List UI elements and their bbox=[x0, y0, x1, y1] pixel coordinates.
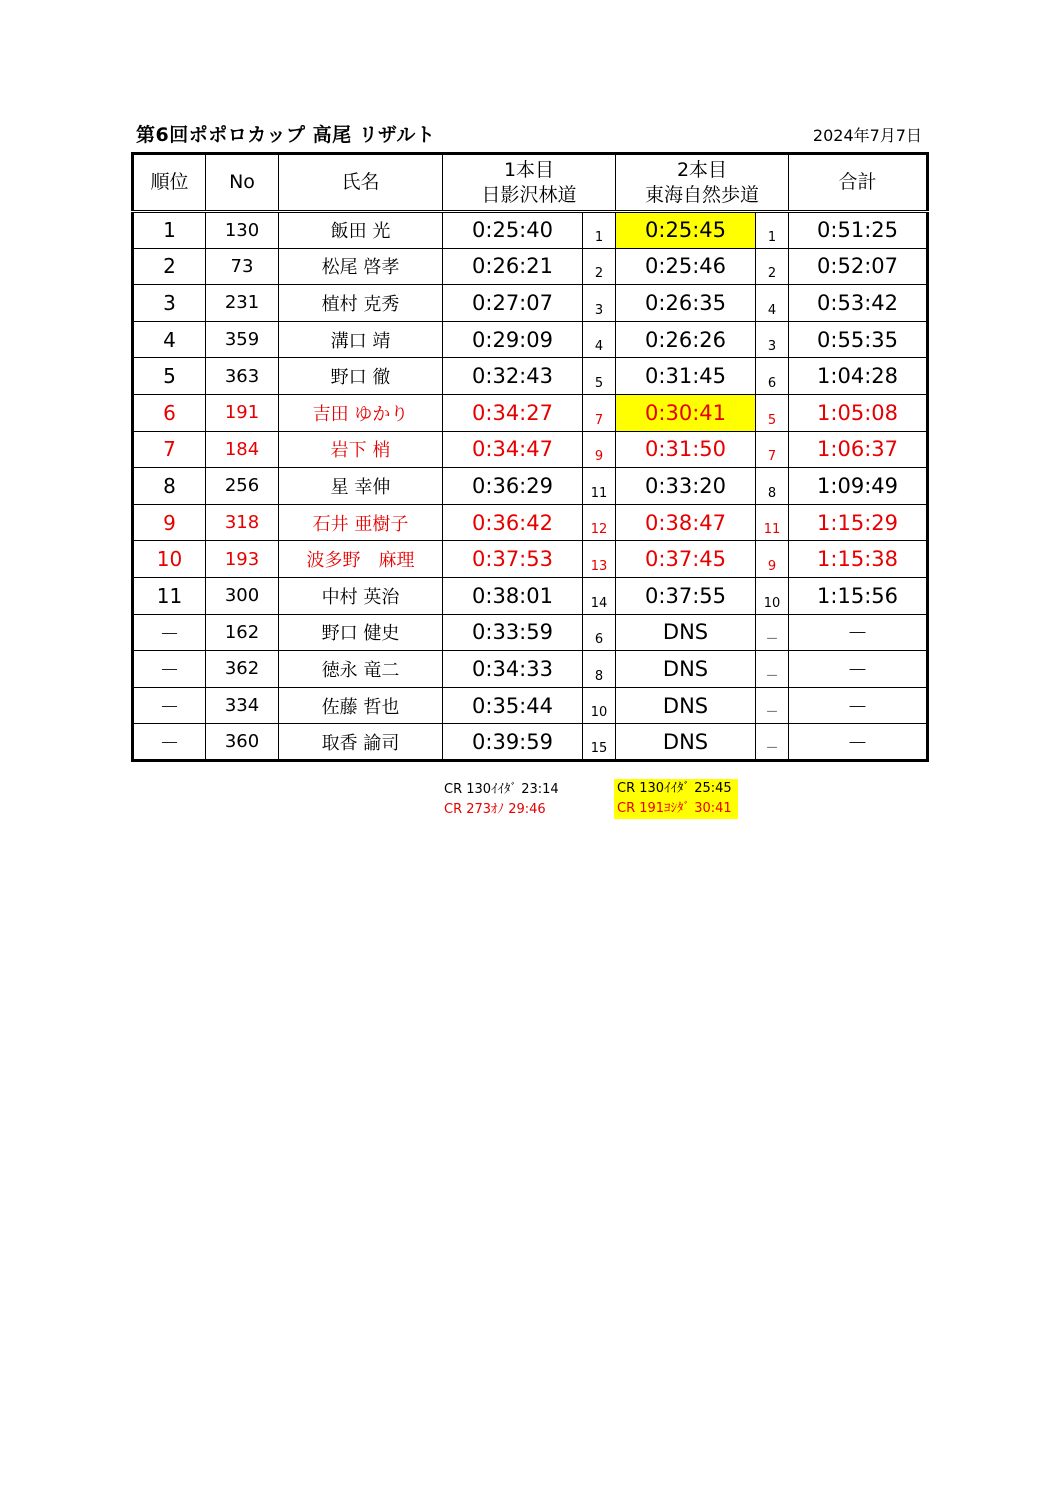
run1-place: 3 bbox=[583, 285, 616, 322]
bib-number: 360 bbox=[206, 724, 279, 761]
run1-time: 0:37:53 bbox=[443, 541, 583, 578]
run2-time: 0:26:35 bbox=[616, 285, 756, 322]
table-row bbox=[133, 358, 928, 395]
run2-place: 9 bbox=[756, 541, 789, 578]
total-time: 0:53:42 bbox=[789, 285, 928, 322]
run2-place: － bbox=[756, 724, 789, 761]
table-row bbox=[133, 248, 928, 285]
total-time: － bbox=[789, 687, 928, 724]
table-row bbox=[133, 394, 928, 431]
racer-name: 取香 諭司 bbox=[279, 724, 443, 761]
rank-cell: 1 bbox=[133, 212, 206, 249]
racer-name: 星 幸伸 bbox=[279, 468, 443, 505]
racer-name: 溝口 靖 bbox=[279, 321, 443, 358]
rank-cell: － bbox=[133, 687, 206, 724]
run2-place: － bbox=[756, 614, 789, 651]
total-time: 1:06:37 bbox=[789, 431, 928, 468]
run2-place: 10 bbox=[756, 577, 789, 614]
rank-cell: 6 bbox=[133, 394, 206, 431]
total-time: 1:15:38 bbox=[789, 541, 928, 578]
table-row bbox=[133, 614, 928, 651]
table-row bbox=[133, 687, 928, 724]
run2-time: 0:25:45 bbox=[616, 212, 756, 249]
bib-number: 359 bbox=[206, 321, 279, 358]
run2-time: 0:30:41 bbox=[616, 394, 756, 431]
run1-time: 0:35:44 bbox=[443, 687, 583, 724]
total-time: 0:55:35 bbox=[789, 321, 928, 358]
racer-name: 徳永 竜二 bbox=[279, 651, 443, 688]
run1-place: 8 bbox=[583, 651, 616, 688]
table-row bbox=[133, 468, 928, 505]
run1-place: 6 bbox=[583, 614, 616, 651]
run1-place: 5 bbox=[583, 358, 616, 395]
bib-number: 184 bbox=[206, 431, 279, 468]
rank-cell: 5 bbox=[133, 358, 206, 395]
run2-time: 0:38:47 bbox=[616, 504, 756, 541]
run1-place: 10 bbox=[583, 687, 616, 724]
header-run1-label: 1本目 bbox=[503, 158, 555, 181]
results-table bbox=[131, 152, 929, 762]
rank-cell: 10 bbox=[133, 541, 206, 578]
table-row bbox=[133, 541, 928, 578]
run1-time: 0:39:59 bbox=[443, 724, 583, 761]
run1-place: 1 bbox=[583, 212, 616, 249]
run2-time: 0:37:55 bbox=[616, 577, 756, 614]
racer-name: 松尾 啓孝 bbox=[279, 248, 443, 285]
bib-number: 300 bbox=[206, 577, 279, 614]
course-record: CR 130ｲｲﾀﾞ 25:45 bbox=[617, 781, 732, 796]
run2-time: DNS bbox=[616, 614, 756, 651]
run1-place: 11 bbox=[583, 468, 616, 505]
header-total: 合計 bbox=[789, 154, 928, 212]
run2-place: 6 bbox=[756, 358, 789, 395]
racer-name: 波多野 麻理 bbox=[279, 541, 443, 578]
total-time: － bbox=[789, 651, 928, 688]
bib-number: 73 bbox=[206, 248, 279, 285]
header-run2-label: 2本目 bbox=[676, 158, 728, 181]
rank-cell: 8 bbox=[133, 468, 206, 505]
header-run1 bbox=[443, 154, 616, 212]
run2-place: 8 bbox=[756, 468, 789, 505]
rank-cell: 11 bbox=[133, 577, 206, 614]
run2-time: 0:25:46 bbox=[616, 248, 756, 285]
racer-name: 飯田 光 bbox=[279, 212, 443, 249]
course-record: CR 130ｲｲﾀﾞ 23:14 bbox=[444, 782, 559, 797]
table-row bbox=[133, 577, 928, 614]
bib-number: 362 bbox=[206, 651, 279, 688]
run1-time: 0:34:33 bbox=[443, 651, 583, 688]
run1-place: 7 bbox=[583, 394, 616, 431]
rank-cell: 3 bbox=[133, 285, 206, 322]
run1-time: 0:34:47 bbox=[443, 431, 583, 468]
run1-place: 4 bbox=[583, 321, 616, 358]
run1-course-records bbox=[444, 780, 559, 820]
total-time: 1:05:08 bbox=[789, 394, 928, 431]
total-time: 1:09:49 bbox=[789, 468, 928, 505]
course-record: CR 191ﾖｼﾀﾞ 30:41 bbox=[617, 801, 732, 816]
run1-place: 12 bbox=[583, 504, 616, 541]
racer-name: 石井 亜樹子 bbox=[279, 504, 443, 541]
bib-number: 162 bbox=[206, 614, 279, 651]
header-run1-course: 日影沢林道 bbox=[481, 183, 577, 206]
run1-time: 0:26:21 bbox=[443, 248, 583, 285]
run1-time: 0:38:01 bbox=[443, 577, 583, 614]
run1-time: 0:29:09 bbox=[443, 321, 583, 358]
run2-time: 0:26:26 bbox=[616, 321, 756, 358]
bib-number: 193 bbox=[206, 541, 279, 578]
run1-time: 0:25:40 bbox=[443, 212, 583, 249]
run2-place: － bbox=[756, 651, 789, 688]
total-time: 0:51:25 bbox=[789, 212, 928, 249]
table-row bbox=[133, 212, 928, 249]
total-time: 1:15:56 bbox=[789, 577, 928, 614]
bib-number: 130 bbox=[206, 212, 279, 249]
run1-time: 0:32:43 bbox=[443, 358, 583, 395]
total-time: － bbox=[789, 724, 928, 761]
racer-name: 植村 克秀 bbox=[279, 285, 443, 322]
rank-cell: 9 bbox=[133, 504, 206, 541]
run2-time: DNS bbox=[616, 724, 756, 761]
header-name: 氏名 bbox=[279, 154, 443, 212]
total-time: 1:04:28 bbox=[789, 358, 928, 395]
run1-time: 0:34:27 bbox=[443, 394, 583, 431]
run1-place: 15 bbox=[583, 724, 616, 761]
run1-time: 0:27:07 bbox=[443, 285, 583, 322]
run1-place: 2 bbox=[583, 248, 616, 285]
rank-cell: － bbox=[133, 614, 206, 651]
run1-place: 13 bbox=[583, 541, 616, 578]
page-title: 第6回ポポロカップ 高尾 リザルト bbox=[136, 124, 436, 146]
table-row bbox=[133, 285, 928, 322]
total-time: 0:52:07 bbox=[789, 248, 928, 285]
racer-name: 野口 健史 bbox=[279, 614, 443, 651]
total-time: 1:15:29 bbox=[789, 504, 928, 541]
run2-place: 4 bbox=[756, 285, 789, 322]
rank-cell: 7 bbox=[133, 431, 206, 468]
bib-number: 334 bbox=[206, 687, 279, 724]
racer-name: 岩下 梢 bbox=[279, 431, 443, 468]
rank-cell: － bbox=[133, 724, 206, 761]
run1-place: 9 bbox=[583, 431, 616, 468]
bib-number: 318 bbox=[206, 504, 279, 541]
table-header-row bbox=[133, 154, 928, 212]
header-run2 bbox=[616, 154, 789, 212]
table-row bbox=[133, 651, 928, 688]
run2-time: DNS bbox=[616, 651, 756, 688]
run2-place: 5 bbox=[756, 394, 789, 431]
racer-name: 吉田 ゆかり bbox=[279, 394, 443, 431]
run2-time: 0:31:45 bbox=[616, 358, 756, 395]
rank-cell: － bbox=[133, 651, 206, 688]
run2-place: 2 bbox=[756, 248, 789, 285]
run2-course-records bbox=[614, 779, 738, 819]
run2-time: 0:33:20 bbox=[616, 468, 756, 505]
racer-name: 中村 英治 bbox=[279, 577, 443, 614]
table-row bbox=[133, 321, 928, 358]
racer-name: 野口 徹 bbox=[279, 358, 443, 395]
run2-time: DNS bbox=[616, 687, 756, 724]
bib-number: 363 bbox=[206, 358, 279, 395]
run2-place: 7 bbox=[756, 431, 789, 468]
header-no: No bbox=[206, 154, 279, 212]
run2-place: － bbox=[756, 687, 789, 724]
run2-time: 0:37:45 bbox=[616, 541, 756, 578]
results-body bbox=[133, 212, 928, 761]
table-row bbox=[133, 431, 928, 468]
racer-name: 佐藤 哲也 bbox=[279, 687, 443, 724]
total-time: － bbox=[789, 614, 928, 651]
course-record: CR 273ｵﾉ 29:46 bbox=[444, 802, 546, 817]
run2-place: 3 bbox=[756, 321, 789, 358]
bib-number: 191 bbox=[206, 394, 279, 431]
run1-time: 0:36:42 bbox=[443, 504, 583, 541]
table-row bbox=[133, 504, 928, 541]
rank-cell: 2 bbox=[133, 248, 206, 285]
header-rank: 順位 bbox=[133, 154, 206, 212]
run1-place: 14 bbox=[583, 577, 616, 614]
run1-time: 0:33:59 bbox=[443, 614, 583, 651]
run2-time: 0:31:50 bbox=[616, 431, 756, 468]
run1-time: 0:36:29 bbox=[443, 468, 583, 505]
run2-place: 1 bbox=[756, 212, 789, 249]
bib-number: 256 bbox=[206, 468, 279, 505]
run2-place: 11 bbox=[756, 504, 789, 541]
bib-number: 231 bbox=[206, 285, 279, 322]
rank-cell: 4 bbox=[133, 321, 206, 358]
header-run2-course: 東海自然歩道 bbox=[645, 183, 760, 206]
table-row bbox=[133, 724, 928, 761]
event-date: 2024年7月7日 bbox=[812, 126, 922, 145]
